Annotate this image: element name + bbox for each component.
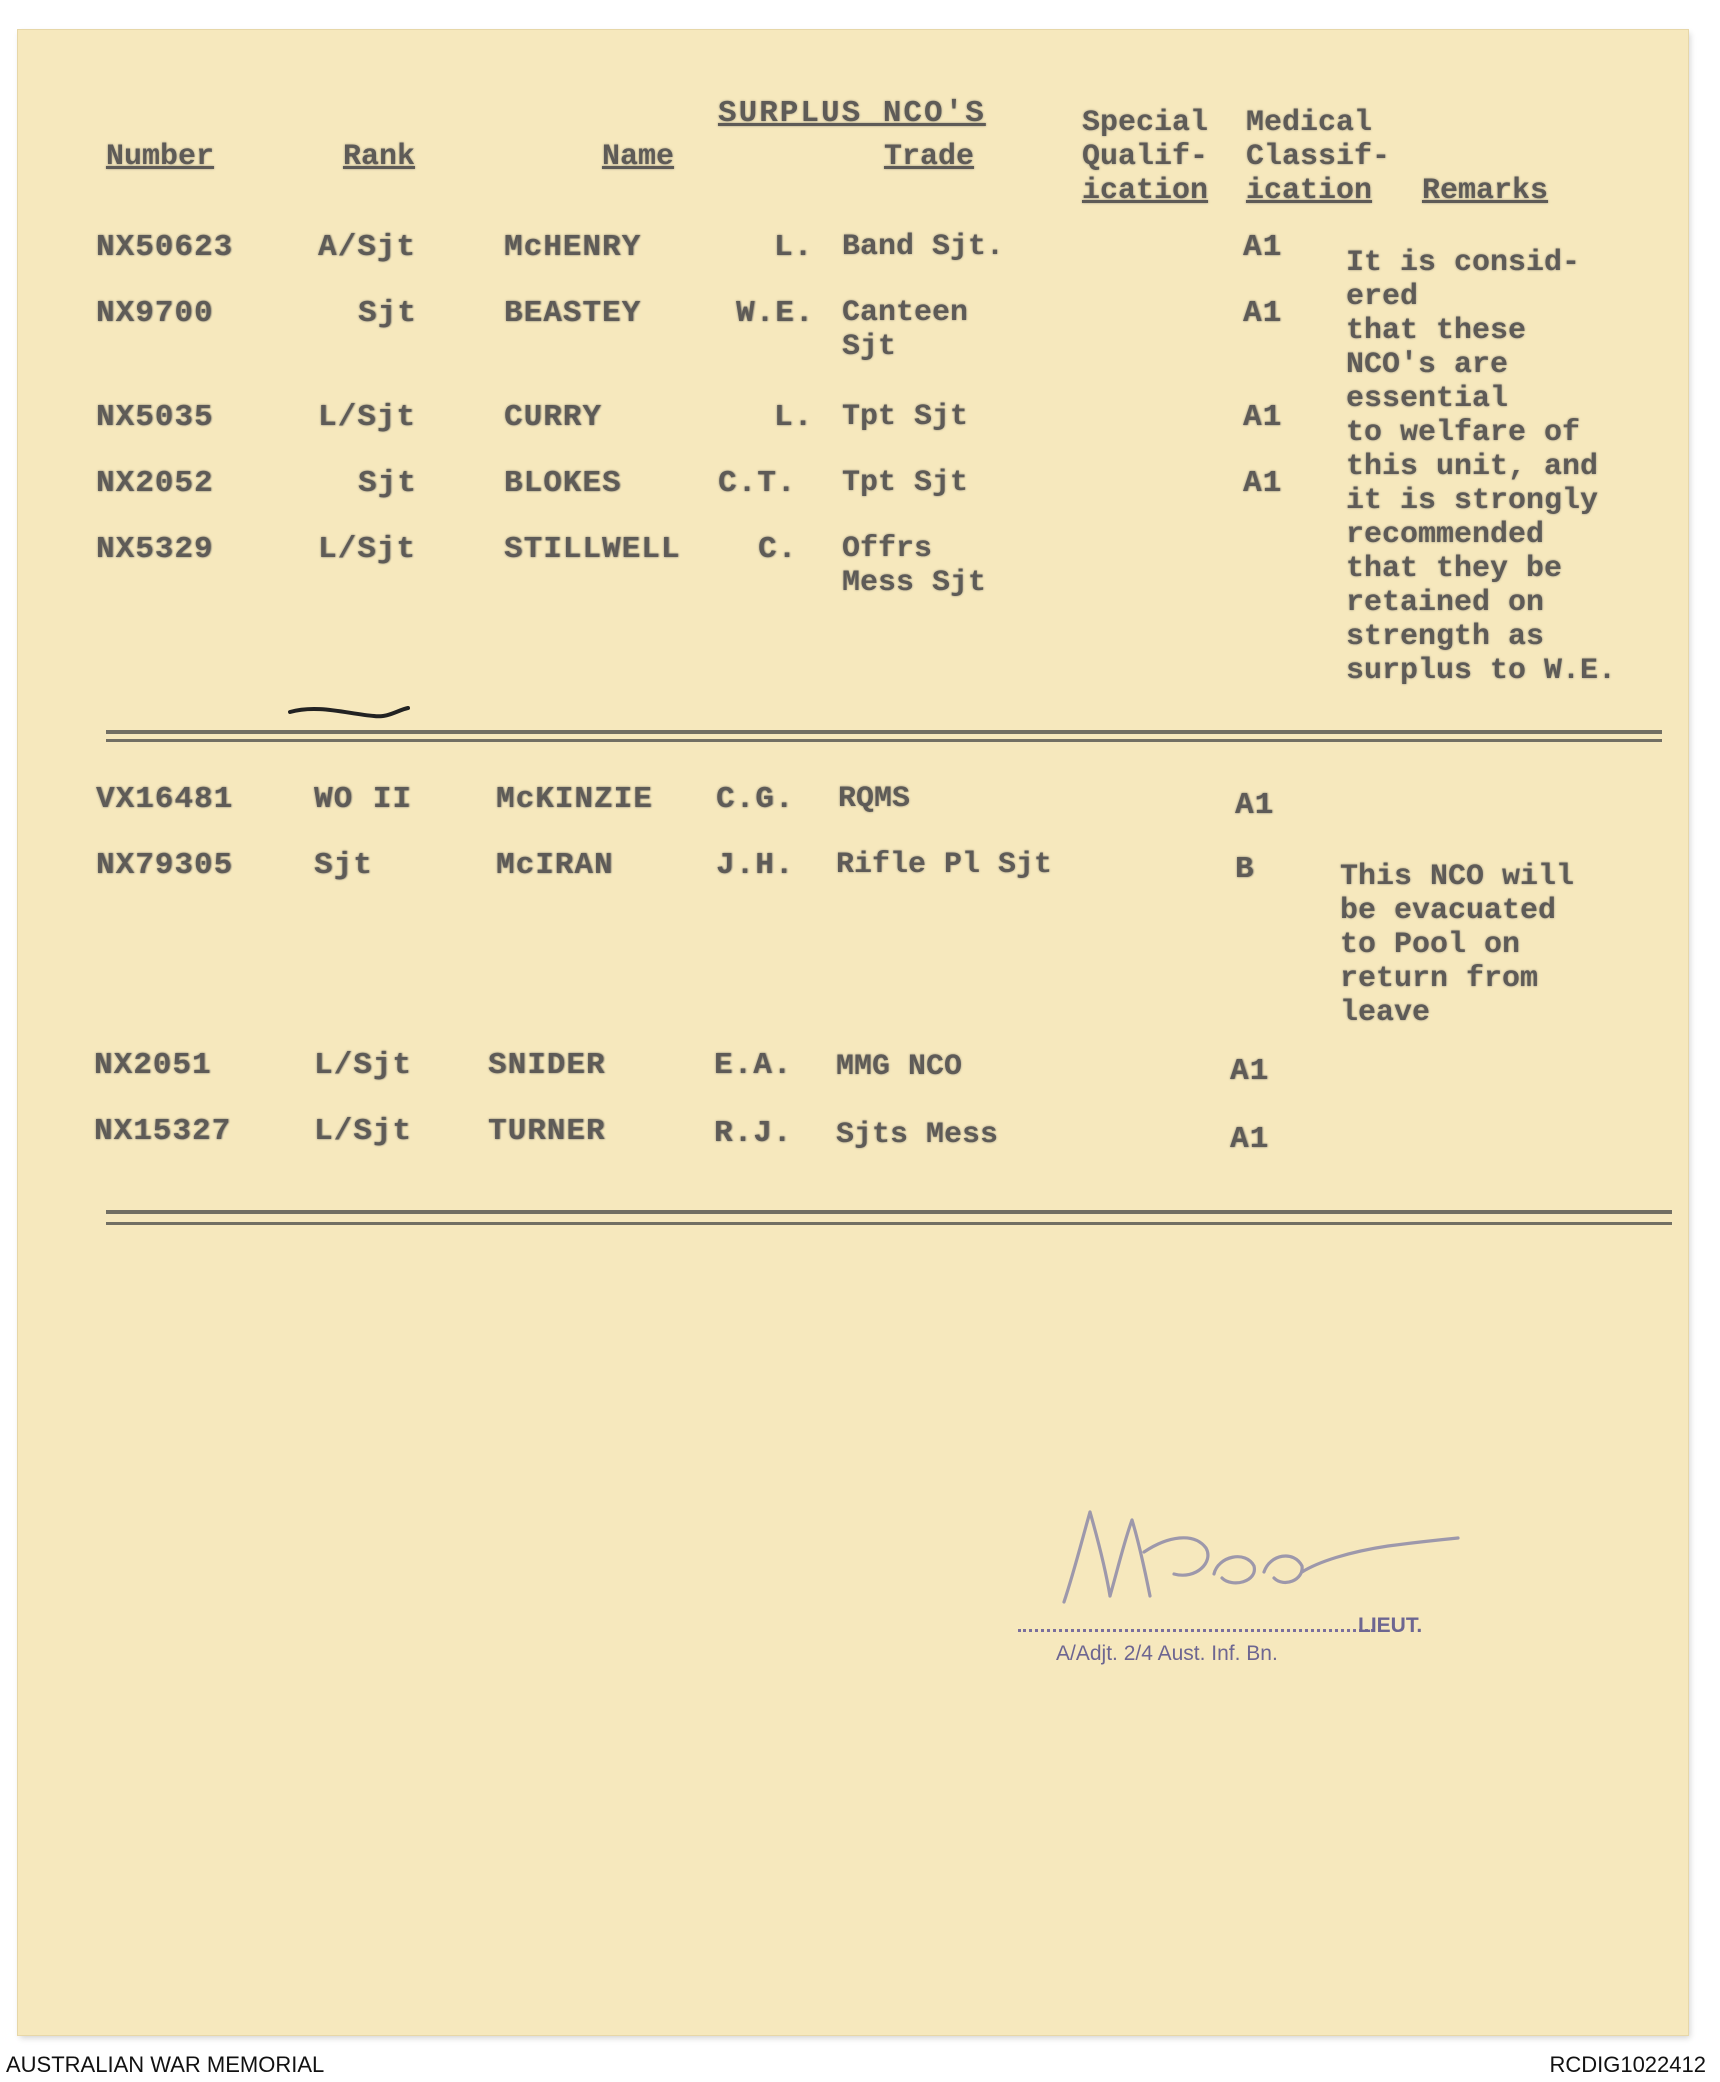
- signature-appointment: A/Adjt. 2/4 Aust. Inf. Bn.: [1056, 1642, 1278, 1665]
- remarks-group-b: [1340, 860, 1574, 1030]
- cell-medical: A1: [1235, 788, 1275, 823]
- header-trade: Trade: [884, 140, 975, 174]
- cell-initials: C.T.: [718, 466, 797, 501]
- cell-medical: A1: [1230, 1122, 1270, 1157]
- cell-name: McKINZIE: [496, 782, 653, 817]
- remark-line: this unit, and: [1346, 450, 1599, 484]
- cell-initials: L.: [774, 400, 814, 435]
- cell-name: BLOKES: [504, 466, 622, 501]
- cell-initials: E.A.: [714, 1048, 793, 1083]
- remark-line: that these: [1346, 314, 1527, 348]
- cell-rank: A/Sjt: [318, 230, 417, 265]
- cell-rank: L/Sjt: [318, 532, 417, 567]
- ink-mark: [288, 690, 448, 730]
- archive-reference: RCDIG1022412: [1549, 2052, 1706, 2077]
- trade-line: Mess Sjt: [842, 566, 987, 600]
- trade-line: Canteen: [842, 296, 969, 330]
- cell-number: NX5329: [96, 532, 214, 567]
- remark-line: leave: [1340, 996, 1431, 1030]
- cell-name: McIRAN: [496, 848, 614, 883]
- cell-number: NX2051: [94, 1048, 212, 1083]
- cell-number: NX2052: [96, 466, 214, 501]
- handwritten-signature: [1018, 1492, 1478, 1622]
- cell-name: SNIDER: [488, 1048, 606, 1083]
- cell-number: NX9700: [96, 296, 214, 331]
- separator-rule: [106, 1222, 1672, 1225]
- header-number: Number: [106, 140, 215, 174]
- cell-rank: Sjt: [358, 296, 417, 331]
- cell-name: McHENRY: [504, 230, 642, 265]
- trade-line: Offrs: [842, 532, 933, 566]
- header-remarks: Remarks: [1422, 174, 1549, 208]
- remark-line: ered: [1346, 280, 1419, 314]
- cell-trade: [842, 230, 1004, 264]
- cell-rank: L/Sjt: [314, 1114, 413, 1149]
- document-page: [18, 30, 1688, 2035]
- remark-line: strength as: [1346, 620, 1545, 654]
- remark-line: to welfare of: [1346, 416, 1581, 450]
- cell-medical: A1: [1243, 400, 1283, 435]
- cell-trade: [842, 400, 968, 434]
- remark-line: that they be: [1346, 552, 1563, 586]
- remark-line: essential: [1346, 382, 1509, 416]
- cell-rank: L/Sjt: [314, 1048, 413, 1083]
- separator-rule: [106, 739, 1662, 742]
- trade-line: Tpt Sjt: [842, 400, 969, 434]
- cell-rank: Sjt: [314, 848, 373, 883]
- separator-rule: [106, 730, 1662, 734]
- header-medical-line-1: Medical: [1246, 106, 1373, 140]
- cell-rank: L/Sjt: [318, 400, 417, 435]
- cell-number: NX5035: [96, 400, 214, 435]
- trade-line: MMG NCO: [836, 1050, 963, 1084]
- cell-initials: C.G.: [716, 782, 795, 817]
- signature-line: [1018, 1629, 1374, 1632]
- trade-line: Band Sjt.: [842, 230, 1005, 264]
- signature-rank: LIEUT.: [1358, 1614, 1423, 1637]
- remark-line: NCO's are: [1346, 348, 1509, 382]
- archive-credit: AUSTRALIAN WAR MEMORIAL: [6, 2052, 325, 2077]
- cell-medical: A1: [1243, 466, 1283, 501]
- cell-number: VX16481: [96, 782, 234, 817]
- cell-initials: J.H.: [716, 848, 795, 883]
- remark-line: it is strongly: [1346, 484, 1599, 518]
- header-special-line-3: ication: [1082, 174, 1209, 208]
- cell-trade: [836, 1050, 962, 1084]
- remark-line: to Pool on: [1340, 928, 1521, 962]
- cell-number: NX79305: [96, 848, 234, 883]
- header-special-line-2: Qualif-: [1082, 140, 1209, 174]
- cell-initials: W.E.: [736, 296, 815, 331]
- cell-number: NX50623: [96, 230, 234, 265]
- remark-line: recommended: [1346, 518, 1545, 552]
- cell-trade: [836, 848, 1052, 882]
- cell-medical: A1: [1230, 1054, 1270, 1089]
- cell-trade: [842, 296, 968, 364]
- cell-trade: [842, 532, 986, 600]
- remark-line: surplus to W.E.: [1346, 654, 1617, 688]
- header-name: Name: [602, 140, 675, 174]
- cell-rank: Sjt: [358, 466, 417, 501]
- cell-name: BEASTEY: [504, 296, 642, 331]
- cell-medical: A1: [1243, 230, 1283, 265]
- trade-line: Rifle Pl Sjt: [836, 848, 1053, 882]
- cell-trade: [836, 1118, 998, 1152]
- document-title: SURPLUS NCO'S: [718, 96, 986, 131]
- trade-line: Sjts Mess: [836, 1118, 999, 1152]
- remark-line: This NCO will: [1340, 860, 1575, 894]
- header-special-qualification: [1082, 106, 1208, 208]
- trade-line: Sjt: [842, 330, 897, 364]
- cell-number: NX15327: [94, 1114, 232, 1149]
- remark-line: return from: [1340, 962, 1539, 996]
- cell-initials: C.: [758, 532, 798, 567]
- remarks-group-a: [1346, 246, 1616, 688]
- trade-line: Tpt Sjt: [842, 466, 969, 500]
- cell-name: TURNER: [488, 1114, 606, 1149]
- cell-medical: A1: [1243, 296, 1283, 331]
- header-medical-classification: [1246, 106, 1390, 208]
- header-medical-line-2: Classif-: [1246, 140, 1391, 174]
- cell-name: STILLWELL: [504, 532, 681, 567]
- remark-line: be evacuated: [1340, 894, 1557, 928]
- header-medical-line-3: ication: [1246, 174, 1373, 208]
- header-special-line-1: Special: [1082, 106, 1209, 140]
- cell-rank: WO II: [314, 782, 413, 817]
- cell-medical: B: [1235, 852, 1255, 887]
- cell-name: CURRY: [504, 400, 603, 435]
- cell-trade: [842, 466, 968, 500]
- cell-trade: [838, 782, 910, 816]
- cell-initials: L.: [774, 230, 814, 265]
- cell-initials: R.J.: [714, 1116, 793, 1151]
- trade-line: RQMS: [838, 782, 911, 816]
- remark-line: It is consid-: [1346, 246, 1581, 280]
- remark-line: retained on: [1346, 586, 1545, 620]
- separator-rule: [106, 1210, 1672, 1214]
- header-rank: Rank: [343, 140, 416, 174]
